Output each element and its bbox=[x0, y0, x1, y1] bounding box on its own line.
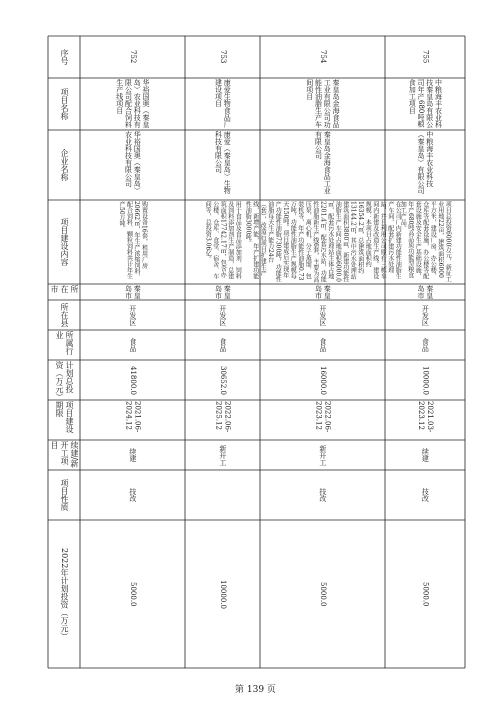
row-755-industry-text: 食品 bbox=[421, 338, 430, 352]
row-754-no bbox=[261, 37, 384, 77]
row-755-company bbox=[386, 131, 464, 199]
row-753-county-text: 开发区 bbox=[218, 304, 227, 326]
row-755-total bbox=[386, 361, 464, 399]
row-755-county-text: 开发区 bbox=[421, 304, 430, 326]
row-752-company bbox=[81, 131, 184, 199]
row-753-period bbox=[186, 401, 259, 439]
header-period bbox=[49, 401, 79, 439]
header-county-text: 所在县 bbox=[60, 303, 69, 327]
row-755-total-text: 10000.0 bbox=[421, 365, 430, 395]
row-752-no bbox=[81, 37, 184, 77]
row-752-content bbox=[81, 201, 184, 283]
row-752-city bbox=[81, 285, 184, 299]
row-752-status-text: 续建 bbox=[128, 448, 137, 462]
row-752-nature bbox=[81, 471, 184, 519]
row-753-no-text: 753 bbox=[218, 50, 227, 64]
row-754-period bbox=[261, 401, 384, 439]
row-754-content-text: 在公司厂内新建功能性油脂生产车间，配套扩建污水处理站，并且利用公司原有三栋车间内新建及改造生产线。建设规模：本项目占地面积约16354.2㎡，总建筑面积约13144.2㎡，其中污水处理站建筑面积3800㎡，新建功能性油脂生产车间占地面积6000.0㎡，配套污水处理站主体占地2201.4㎡，配套污水站，功能性油脂新生产线6套，主要为高压泵、离心机、分子蒸馏、包装机等，年产功能性油脂0.73万吨，功能性油脂生产规模每天150吨。项目建成后实现年产功能性油脂7300吨，功能性油脂每天生产能力24台（套），改造后项目扩建生产线，新增产能，年产扩建功能性油脂3000吨。 bbox=[244, 201, 402, 283]
row-754-total-text: 16000.0 bbox=[318, 365, 327, 395]
header-name-text: 项目名称 bbox=[60, 88, 69, 120]
header-company bbox=[49, 131, 79, 199]
row-755-plan2022 bbox=[386, 521, 464, 667]
row-753-company-text: 康爱（秦皇岛）生物科技有限公司 bbox=[214, 131, 232, 194]
row-752-period bbox=[81, 401, 184, 439]
row-754-nature bbox=[261, 471, 384, 519]
header-total bbox=[49, 361, 79, 399]
header-city bbox=[49, 285, 79, 299]
row-754-content bbox=[244, 201, 402, 283]
row-753-city bbox=[186, 285, 259, 299]
row-755-industry bbox=[386, 331, 464, 359]
row-752-plan2022-text: 5000.0 bbox=[128, 581, 137, 607]
header-plan2022-text: 2022年计划投资（万元） bbox=[60, 547, 69, 641]
row-753-total bbox=[186, 361, 259, 399]
row-754-industry-text: 食品 bbox=[318, 338, 327, 352]
table-cells bbox=[49, 37, 464, 667]
row-754-status-text: 新开工 bbox=[318, 444, 327, 466]
row-752-content-text: 购置设备16套，租用厂房20662㎡，年生产浓缩饲料、配合饲料、颗粒饲料共计年生产50万吨 bbox=[118, 201, 148, 281]
row-752-county-text: 开发区 bbox=[128, 304, 137, 326]
row-754-total bbox=[261, 361, 384, 399]
row-754-status bbox=[261, 441, 384, 469]
header-status-text: 续建/新开工项目 bbox=[50, 441, 79, 468]
row-754-nature-text: 技改 bbox=[318, 488, 327, 502]
row-753-nature bbox=[186, 471, 259, 519]
row-753-name-text: 康爱生物食品厂建设项目 bbox=[214, 79, 232, 128]
row-754-company bbox=[261, 131, 384, 199]
header-name bbox=[49, 79, 79, 129]
row-755-nature bbox=[386, 471, 464, 519]
header-content-text: 项目建设内容 bbox=[60, 218, 69, 266]
row-753-industry bbox=[186, 331, 259, 359]
row-754-city-text: 秦皇岛市 bbox=[314, 285, 332, 299]
row-752-nature-text: 技改 bbox=[128, 488, 137, 502]
row-755-no-text: 755 bbox=[421, 50, 430, 64]
row-752-county bbox=[81, 301, 184, 329]
row-752-no-text: 752 bbox=[128, 50, 137, 64]
header-period-text: 项目建设期限 bbox=[55, 401, 74, 433]
row-755-company-text: 中粮海丰农业科技（秦皇岛）有限公司 bbox=[417, 131, 434, 194]
row-752-name bbox=[81, 79, 184, 129]
row-755-county bbox=[386, 301, 464, 329]
row-752-company-text: 华裕国奥（秦皇岛）农业科技有限公司 bbox=[124, 131, 142, 194]
row-755-period-text: 2021.03-2023.12 bbox=[417, 401, 434, 433]
header-county bbox=[49, 301, 79, 329]
header-plan2022 bbox=[49, 521, 79, 667]
row-754-county-text: 开发区 bbox=[318, 304, 327, 326]
row-753-period-text: 2022.06-2025.12 bbox=[214, 401, 232, 433]
row-755-city bbox=[386, 285, 464, 299]
row-752-total bbox=[81, 361, 184, 399]
row-754-name bbox=[261, 79, 384, 129]
row-753-plan2022-text: 10000.0 bbox=[218, 579, 227, 609]
header-industry bbox=[49, 331, 79, 359]
header-nature bbox=[49, 471, 79, 519]
row-755-period bbox=[386, 401, 464, 439]
row-753-status-text: 新开工 bbox=[218, 444, 227, 466]
row-754-period-text: 2022.06-2023.12 bbox=[314, 401, 332, 433]
row-755-name-text: 中粮海丰农业科技秦皇岛有限公司年产680吨粮食加工项目 bbox=[408, 79, 443, 128]
row-754-no-text: 754 bbox=[318, 50, 327, 64]
header-company-text: 企业名称 bbox=[60, 149, 69, 181]
row-755-city-text: 秦皇岛市 bbox=[417, 285, 434, 299]
page-number: 第 139 页 bbox=[235, 685, 276, 695]
row-755-nature-text: 技改 bbox=[421, 488, 430, 502]
row-752-industry-text: 食品 bbox=[128, 338, 137, 352]
row-753-name bbox=[186, 79, 259, 129]
row-752-name-text: 华裕国奥（秦皇岛）农业科技有限公司配合饲料生产线项目 bbox=[115, 79, 150, 128]
row-752-industry bbox=[81, 331, 184, 359]
row-754-company-text: 秦皇岛金海食品工业有限公司 bbox=[314, 131, 332, 194]
row-753-county bbox=[186, 301, 259, 329]
row-753-city-text: 秦皇岛市 bbox=[214, 285, 232, 299]
row-755-status-text: 续建 bbox=[421, 448, 430, 462]
header-status bbox=[49, 441, 79, 469]
row-753-no bbox=[186, 37, 259, 77]
header-city-text: 所在市 bbox=[50, 285, 79, 293]
row-753-content-text: 用于食品及食品添加剂、饲料及饲料添加剂生产制造，总建筑面积17742.17㎡，包含办公楼、仓库、食堂、宿舍、车间等，总投资3.06亿。 bbox=[204, 201, 242, 279]
header-content bbox=[49, 201, 79, 283]
header-total-text: 计划总投资（万元） bbox=[55, 361, 74, 401]
row-754-plan2022-text: 5000.0 bbox=[318, 581, 327, 607]
row-752-period-text: 2021.06-2024.12 bbox=[124, 401, 142, 433]
row-755-no bbox=[386, 37, 464, 77]
row-752-total-text: 41800.0 bbox=[128, 365, 137, 395]
row-753-company bbox=[186, 131, 259, 199]
header-no-text: 序号 bbox=[60, 49, 69, 65]
row-754-industry bbox=[261, 331, 384, 359]
header-industry-text: 所属行业 bbox=[55, 331, 74, 355]
row-753-total-text: 30652.0 bbox=[218, 365, 227, 395]
row-753-plan2022 bbox=[186, 521, 259, 667]
row-755-content-text: 项目总投资6000万元，新征工业用地22亩，建筑面积6000平方米，建设厂房、办公楼、仓库等配套设施，办公楼等配套设施及安全生产基础设施，年产680吨高品质功能型粮食加工产品。 bbox=[399, 201, 452, 283]
row-755-name bbox=[386, 79, 464, 129]
header-nature-text: 项目性质 bbox=[60, 479, 69, 511]
row-754-county bbox=[261, 301, 384, 329]
row-752-plan2022 bbox=[81, 521, 184, 667]
row-752-city-text: 秦皇岛市 bbox=[124, 285, 142, 299]
header-no bbox=[49, 37, 79, 77]
row-755-status bbox=[386, 441, 464, 469]
row-754-name-text: 秦皇岛金海食品工业有限公司功能性油脂生产车间项目 bbox=[305, 79, 340, 128]
row-755-plan2022-text: 5000.0 bbox=[421, 581, 430, 607]
row-753-status bbox=[186, 441, 259, 469]
row-755-content bbox=[386, 201, 464, 283]
row-752-status bbox=[81, 441, 184, 469]
row-754-city bbox=[261, 285, 384, 299]
row-753-industry-text: 食品 bbox=[218, 338, 227, 352]
row-754-plan2022 bbox=[261, 521, 384, 667]
